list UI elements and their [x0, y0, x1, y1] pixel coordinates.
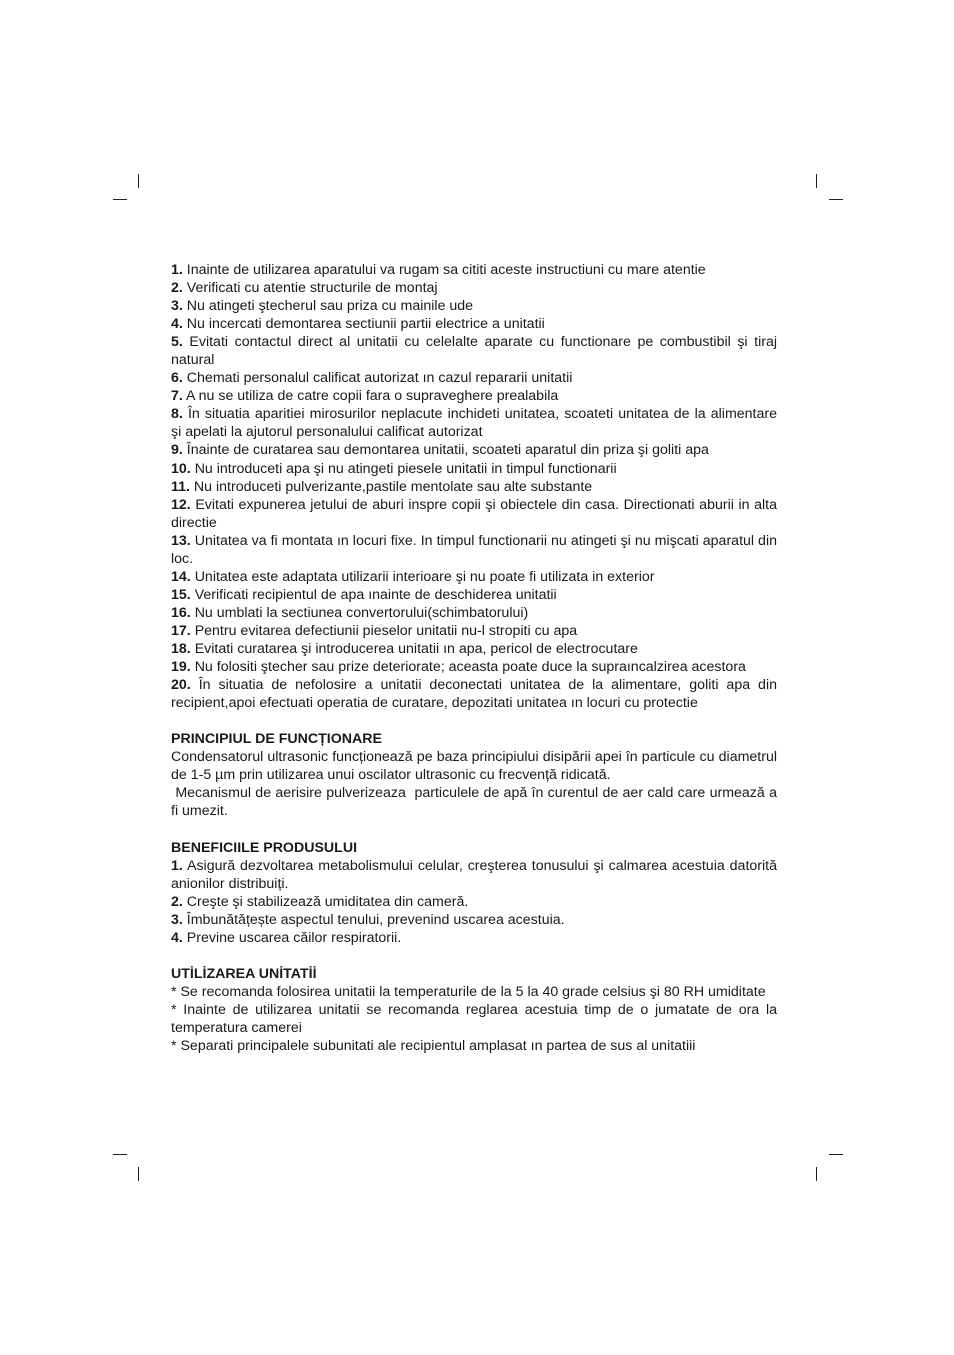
- item-number: 1.: [171, 857, 183, 874]
- item-number: 11.: [171, 478, 190, 495]
- item-text: Nu folositi ştecher sau prize deteriorate; aceasta poate duce la supraıncalzirea acestora: [194, 659, 746, 676]
- item-number: 2.: [171, 893, 183, 910]
- crop-mark-top-left-vertical: [138, 174, 139, 188]
- list-item: [171, 857, 777, 893]
- item-number: 5.: [171, 334, 183, 351]
- item-text: Evitati expunerea jetului de aburi inspre copii şi obiectele din casa. Directionati aburii in alta directie: [171, 496, 777, 531]
- item-text: Nu umblati la sectiunea convertorului(schimbatorului): [194, 604, 529, 621]
- list-item: [171, 315, 777, 333]
- document-body: [171, 261, 781, 1055]
- list-item: [171, 640, 777, 658]
- item-number: 15.: [171, 586, 191, 603]
- safety-instructions-list: [171, 261, 777, 712]
- list-item: [171, 929, 777, 947]
- principle-section-title: PRINCIPIUL DE FUNCȚIONARE: [171, 731, 382, 748]
- item-text: Verificati cu atentie structurile de montaj: [186, 280, 438, 297]
- item-text: Inainte de utilizarea aparatului va rugam sa cititi aceste instructiuni cu mare atentie: [186, 262, 706, 278]
- usage-item: * Se recomanda folosirea unitatii la temperaturile de la 5 la 40 grade celsius şi 80 RH umiditate: [171, 983, 766, 1000]
- item-number: 10.: [171, 460, 191, 477]
- list-item: [171, 387, 777, 405]
- item-number: 2.: [171, 280, 183, 297]
- list-item: [171, 297, 777, 315]
- list-item: [171, 532, 777, 568]
- item-text: Verificati recipientul de apa ınainte de deschiderea unitatii: [194, 586, 557, 603]
- principle-paragraph: Condensatorul ultrasonic funcționează pe baza principiului disipării apei în particule cu diametrul de 1-5 µm prin utilizarea unui oscilator ultrasonic cu frecvență ridicată.: [171, 749, 777, 784]
- item-text: Nu atingeti ştecherul sau priza cu mainile ude: [186, 298, 474, 315]
- list-item: [171, 893, 777, 911]
- list-item: [171, 478, 777, 496]
- list-item: [171, 261, 777, 279]
- item-text: Unitatea va fi montata ın locuri fixe. In timpul functionarii nu atingeti şi nu mişcati aparatul din loc.: [171, 532, 777, 567]
- item-text: Asigură dezvoltarea metabolismului celular, creşterea tonusului şi calmarea acestuia datorită anionilor distribuiți.: [171, 857, 777, 892]
- list-item: [171, 622, 777, 640]
- item-text: Evitati curatarea şi introducerea unitatii ın apa, pericol de electrocutare: [194, 640, 638, 657]
- item-number: 7.: [171, 388, 183, 405]
- benefits-list: [171, 857, 777, 947]
- item-number: 3.: [171, 298, 183, 315]
- list-item: [171, 369, 777, 387]
- list-item: [171, 586, 777, 604]
- list-item: [171, 496, 777, 532]
- list-item: [171, 658, 777, 676]
- crop-mark-top-left-horizontal: [113, 199, 127, 200]
- item-text: Pentru evitarea defectiunii pieselor unitatii nu-l stropiti cu apa: [194, 622, 578, 639]
- crop-mark-bottom-right-horizontal: [829, 1154, 843, 1155]
- usage-section-title: UTİLİZAREA UNİTATİİ: [171, 965, 317, 982]
- item-number: 17.: [171, 622, 191, 639]
- list-item: [171, 333, 777, 369]
- item-text: Înainte de curatarea sau demontarea unitatii, scoateti aparatul din priza şi goliti apa: [186, 442, 709, 459]
- item-text: Nu introduceti apa şi nu atingeti piesele unitatii in timpul functionarii: [194, 460, 617, 477]
- item-text: A nu se utiliza de catre copii fara o supraveghere prealabila: [186, 388, 559, 405]
- crop-mark-top-right-vertical: [816, 174, 817, 188]
- item-text: Îmbunătățește aspectul tenului, prevenind uscarea acestuia.: [186, 911, 565, 928]
- item-text: Chemati personalul calificat autorizat ın cazul repararii unitatii: [186, 370, 573, 387]
- item-number: 14.: [171, 568, 191, 585]
- item-text: În situatia aparitiei mirosurilor neplacute inchideti unitatea, scoateti unitatea de la alimentare şi apelati la ajutorul personalului calificat autorizat: [171, 406, 777, 441]
- item-number: 3.: [171, 911, 183, 928]
- list-item: [171, 279, 777, 297]
- item-number: 1.: [171, 262, 183, 278]
- item-text: Evitati contactul direct al unitatii cu celelalte aparate cu functionare pe combustibil şi tiraj natural: [171, 334, 777, 369]
- item-number: 18.: [171, 640, 191, 657]
- crop-mark-bottom-right-vertical: [816, 1167, 817, 1181]
- item-number: 9.: [171, 442, 183, 459]
- principle-paragraph: Mecanismul de aerisire pulverizeaza particulele de apă în curentul de aer cald care urmează a fi umezit.: [171, 785, 781, 820]
- item-text: Nu incercati demontarea sectiunii partii electrice a unitatii: [186, 316, 545, 333]
- list-item: [171, 911, 777, 929]
- item-text: Previne uscarea căilor respiratorii.: [186, 929, 402, 946]
- crop-mark-top-right-horizontal: [829, 199, 843, 200]
- item-number: 19.: [171, 659, 191, 676]
- item-number: 4.: [171, 929, 183, 946]
- item-number: 8.: [171, 406, 183, 423]
- list-item: [171, 441, 777, 459]
- item-number: 16.: [171, 604, 191, 621]
- list-item: [171, 604, 777, 622]
- crop-mark-bottom-left-horizontal: [113, 1154, 127, 1155]
- item-number: 12.: [171, 496, 191, 513]
- list-item: [171, 460, 777, 478]
- list-item: [171, 568, 777, 586]
- item-text: Nu introduceti pulverizante,pastile mentolate sau alte substante: [193, 478, 593, 495]
- crop-mark-bottom-left-vertical: [138, 1167, 139, 1181]
- list-item: [171, 405, 777, 441]
- item-number: 20.: [171, 677, 191, 694]
- usage-item: * Inainte de utilizarea unitatii se recomanda reglarea acestuia timp de o jumatate de ora la temperatura camerei: [171, 1001, 777, 1036]
- list-item: [171, 676, 777, 712]
- item-text: În situatia de nefolosire a unitatii deconectati unitatea de la alimentare, goliti apa din recipient,apoi efectuati operatia de curatare, depozitati unitatea ın locuri cu protectie: [171, 677, 777, 712]
- item-number: 6.: [171, 370, 183, 387]
- usage-item: * Separati principalele subunitati ale recipientul amplasat ın partea de sus al unitatiii: [171, 1038, 696, 1055]
- item-number: 4.: [171, 316, 183, 333]
- benefits-section-title: BENEFICIILE PRODUSULUI: [171, 839, 358, 856]
- item-number: 13.: [171, 532, 191, 549]
- item-text: Creşte şi stabilizează umiditatea din cameră.: [186, 893, 469, 910]
- item-text: Unitatea este adaptata utilizarii interioare şi nu poate fi utilizata in exterior: [194, 568, 655, 585]
